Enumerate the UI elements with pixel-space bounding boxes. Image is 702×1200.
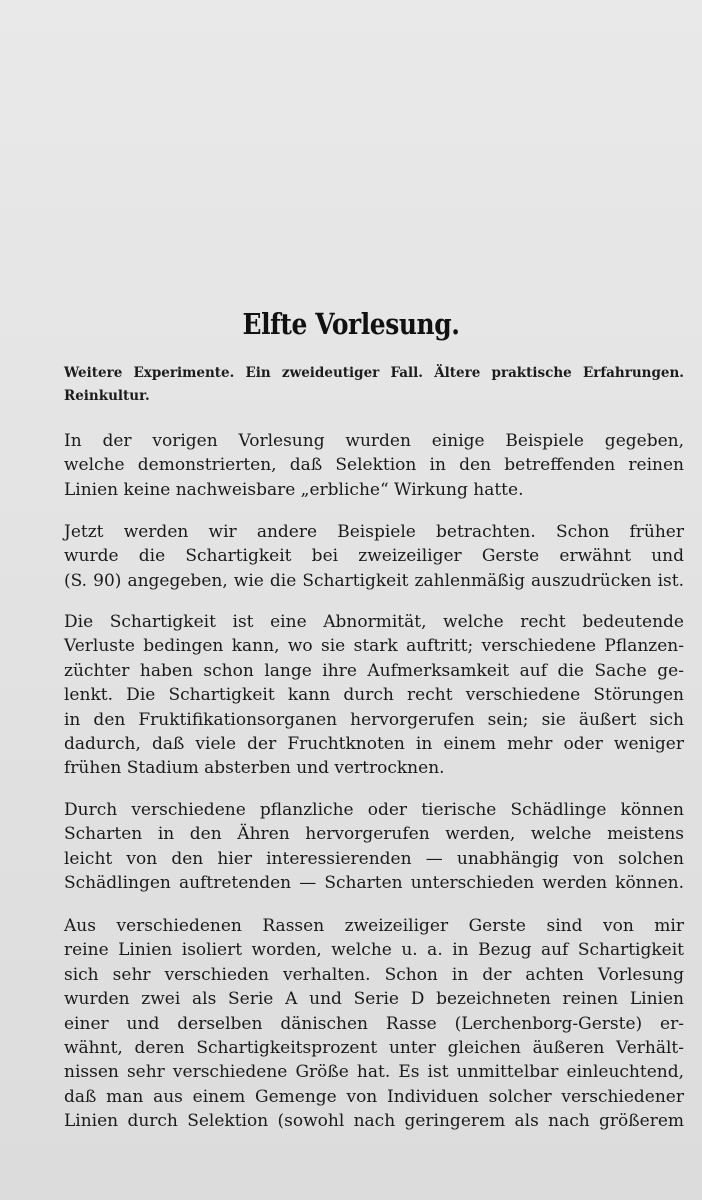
- paragraph-line: Aus verschiedenen Rassen zweizeiliger Gerste sind von mir: [64, 916, 684, 936]
- paragraph-line: Scharten in den Ähren hervorgerufen werden, welche meistens: [64, 824, 684, 845]
- paragraph-line: Die Schartigkeit ist eine Abnormität, welche recht bedeutende: [64, 612, 684, 632]
- paragraph-line: wähnt, deren Schartigkeitsprozent unter gleichen äußeren Verhält-: [64, 1038, 684, 1059]
- paragraph-2: [64, 520, 684, 593]
- paragraph-line: nissen sehr verschiedene Größe hat. Es ist unmittelbar einleuchtend,: [64, 1062, 684, 1083]
- paragraph-line: Schädlingen auftretenden — Scharten unterschieden werden können.: [64, 873, 684, 894]
- paragraph-4: [64, 798, 684, 896]
- paragraph-line: (S. 90) angegeben, wie die Schartigkeit zahlenmäßig auszudrücken ist.: [64, 570, 684, 591]
- paragraph-5: [64, 914, 684, 1134]
- paragraph-line: in den Fruktifikationsorganen hervorgerufen sein; sie äußert sich: [64, 709, 684, 730]
- chapter-title: Elfte Vorlesung.: [242, 307, 460, 341]
- paragraph-line: daß man aus einem Gemenge von Individuen solcher verschiedener: [64, 1086, 684, 1107]
- paragraph-3: [64, 610, 684, 781]
- paragraph-line: In der vorigen Vorlesung wurden einige Beispiele gegeben,: [64, 431, 684, 451]
- paragraph-line: reine Linien isoliert worden, welche u. a. in Bezug auf Schartigkeit: [64, 940, 684, 961]
- paragraph-line: züchter haben schon lange ihre Aufmerksamkeit auf die Sache ge-: [64, 660, 684, 681]
- paragraph-line: Jetzt werden wir andere Beispiele betrachten. Schon früher: [64, 522, 684, 542]
- paragraph-1: [64, 429, 684, 502]
- paragraph-line: welche demonstrierten, daß Selektion in den betreffenden reinen: [64, 455, 684, 476]
- paragraph-line: einer und derselben dänischen Rasse (Lerchenborg-Gerste) er-: [64, 1013, 684, 1034]
- paragraph-line: Linien durch Selektion (sowohl nach geringerem als nach größerem: [64, 1111, 684, 1132]
- paragraph-line: Verluste bedingen kann, wo sie stark auftritt; verschiedene Pflanzen-: [64, 636, 684, 657]
- paragraph-line: wurden zwei als Serie A und Serie D bezeichneten reinen Linien: [64, 989, 684, 1010]
- paragraph-line: dadurch, daß viele der Fruchtknoten in einem mehr oder weniger: [64, 734, 684, 755]
- paragraph-line: lenkt. Die Schartigkeit kann durch recht verschiedene Störungen: [64, 685, 684, 706]
- paragraph-line: Durch verschiedene pflanzliche oder tierische Schädlinge können: [64, 800, 684, 820]
- paragraph-line: leicht von den hier interessierenden — unabhängig von solchen: [64, 848, 684, 869]
- paragraph-line: wurde die Schartigkeit bei zweizeiliger Gerste erwähnt und: [64, 546, 684, 567]
- paragraph-line: frühen Stadium absterben und vertrocknen.: [64, 758, 445, 779]
- paragraph-line: Linien keine nachweisbare „erbliche“ Wirkung hatte.: [64, 479, 524, 500]
- paragraph-line: sich sehr verschieden verhalten. Schon in der achten Vorlesung: [64, 964, 684, 985]
- chapter-summary: Weitere Experimente. Ein zweideutiger Fall. Ältere praktische Erfahrungen. Reinkultur.: [64, 365, 684, 404]
